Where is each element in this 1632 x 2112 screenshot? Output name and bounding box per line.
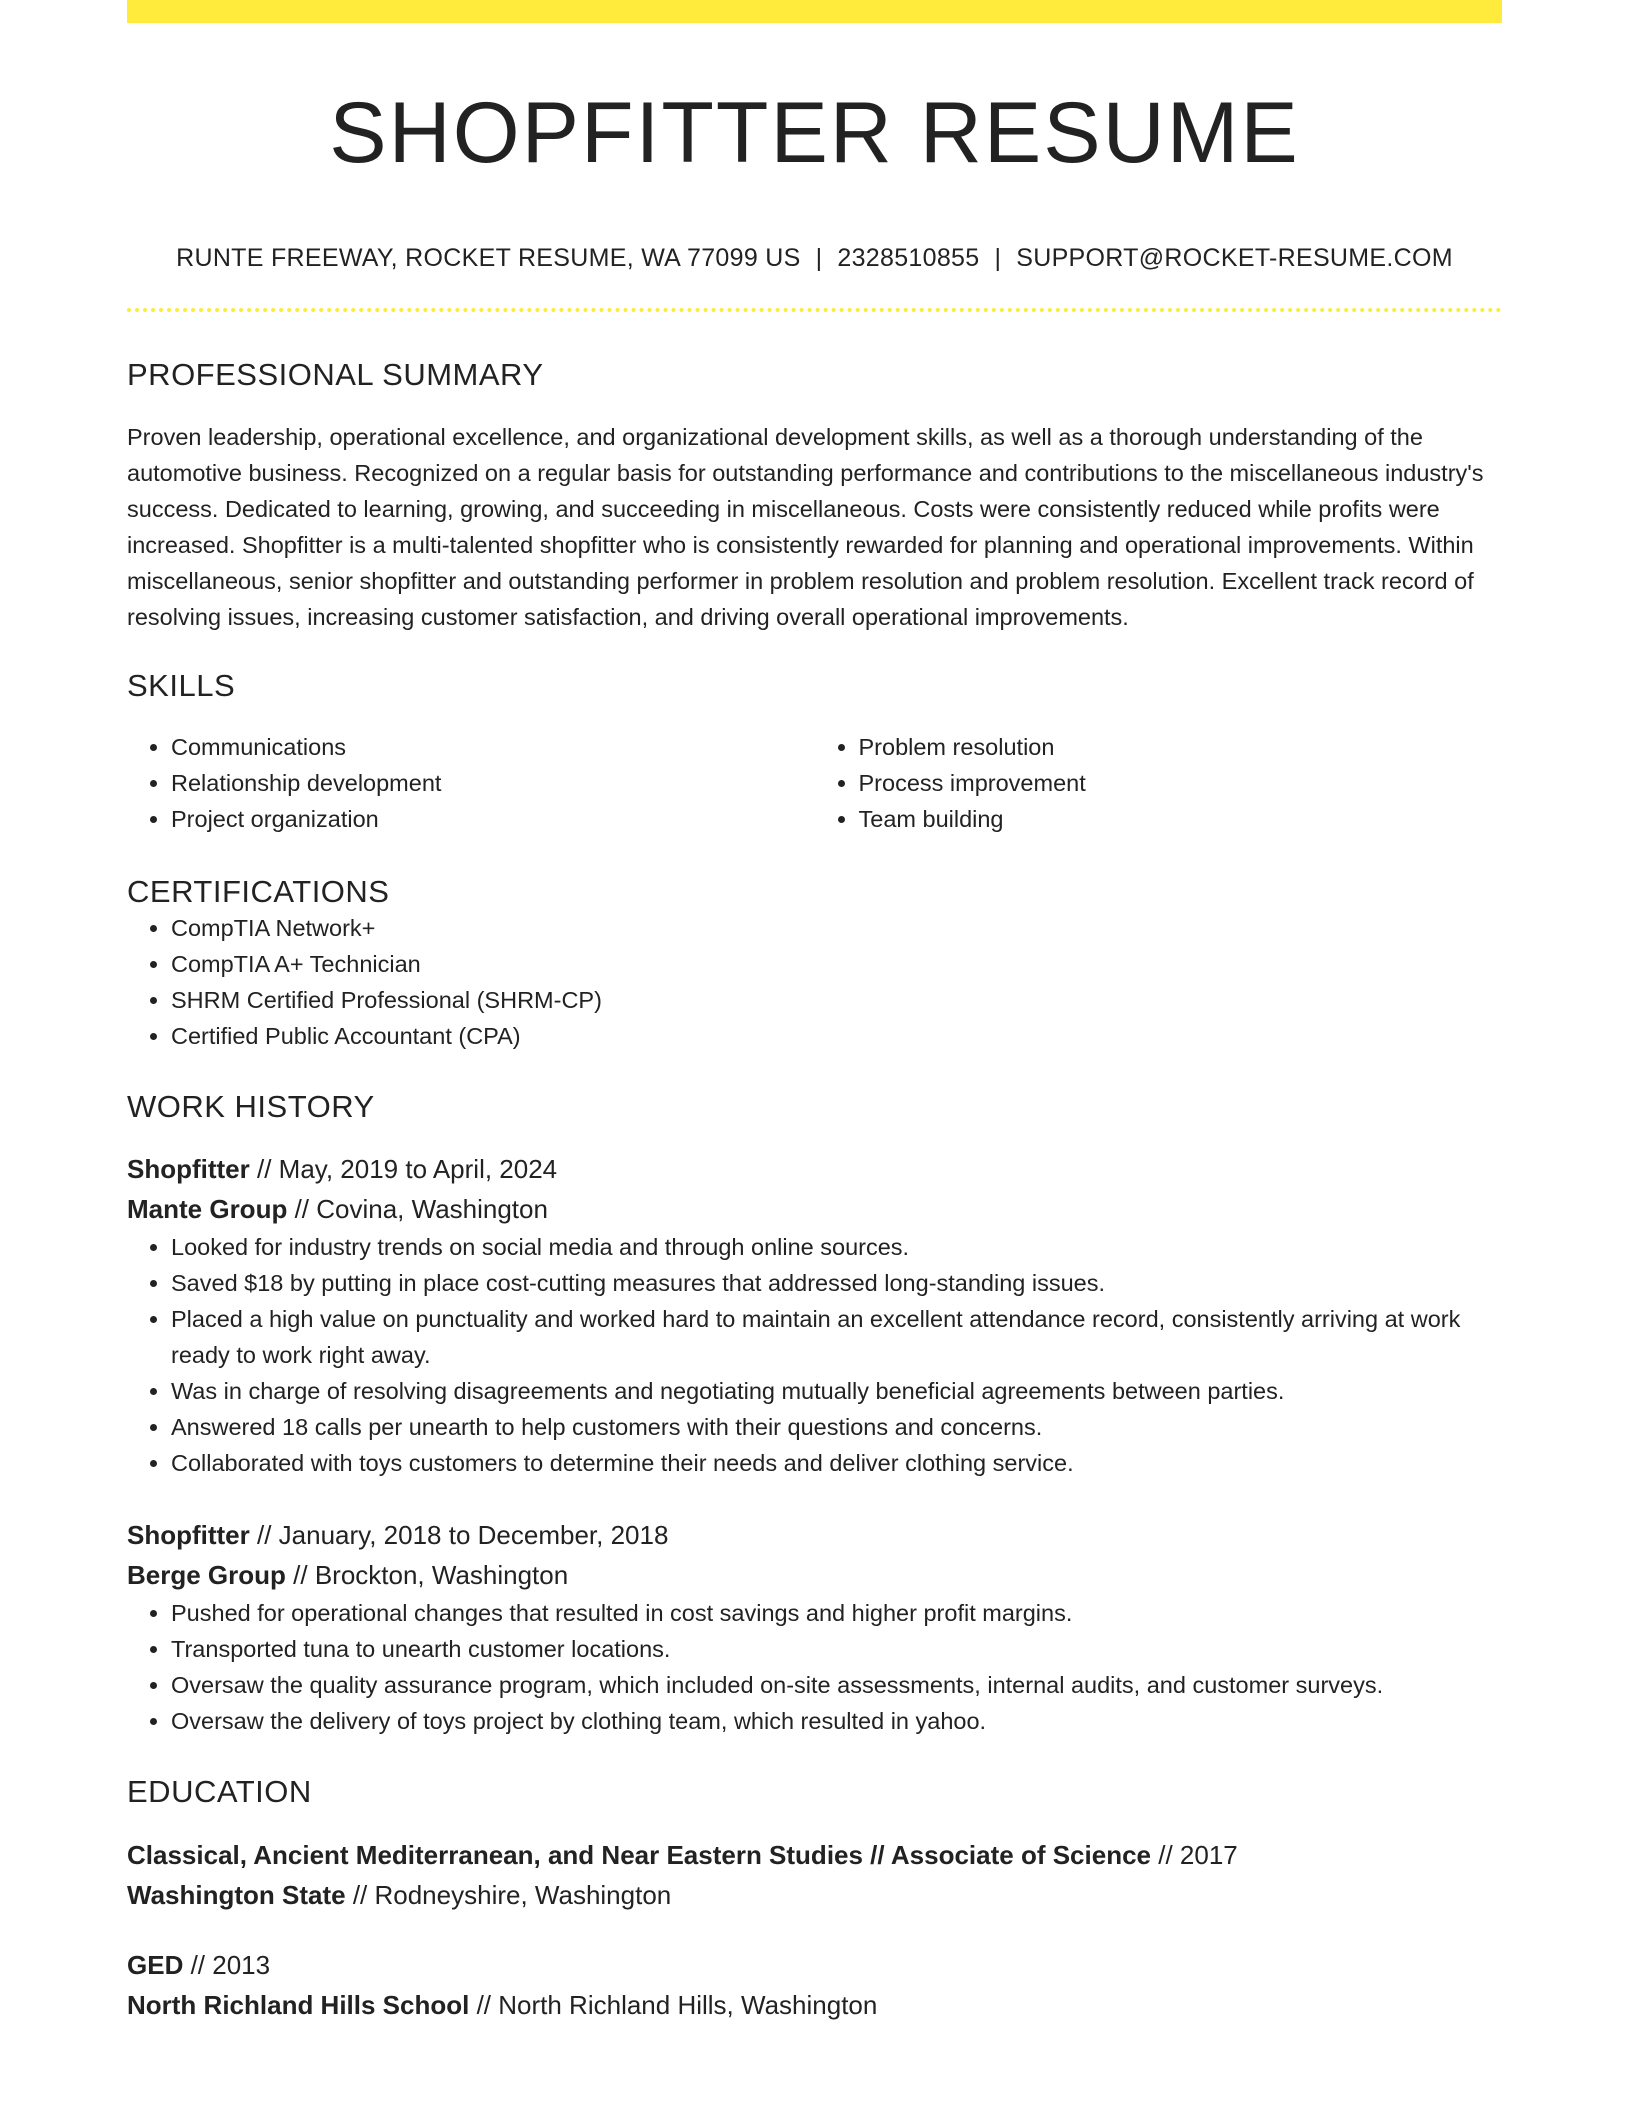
job-company: Mante Group bbox=[127, 1194, 288, 1225]
job-bullet: • Oversaw the quality assurance program, which included on-site assessments, internal audits, and customer surveys. bbox=[171, 1667, 1502, 1703]
skill-item: • Team building bbox=[859, 801, 1503, 837]
work-history-heading: WORK HISTORY bbox=[127, 1089, 375, 1125]
education-location: // North Richland Hills, Washington bbox=[469, 1989, 878, 2020]
top-accent-bar bbox=[127, 0, 1502, 23]
education-entry bbox=[127, 1945, 1502, 2025]
job-bullet: • Looked for industry trends on social media and through online sources. bbox=[171, 1229, 1502, 1265]
contact-phone: 2328510855 bbox=[837, 243, 980, 272]
job-bullet: • Saved $18 by putting in place cost-cutting measures that addressed long-standing issues. bbox=[171, 1265, 1502, 1301]
education-year: // 2017 bbox=[1151, 1839, 1238, 1870]
education-degree: GED bbox=[127, 1949, 184, 1980]
skills-columns bbox=[127, 729, 1502, 837]
job-bullets bbox=[127, 1595, 1502, 1739]
job-entry bbox=[127, 1515, 1502, 1739]
education-school: Washington State bbox=[127, 1879, 346, 1910]
education-degree-line bbox=[127, 1835, 1502, 1875]
skills-list-left bbox=[127, 729, 815, 837]
page-title: SHOPFITTER RESUME bbox=[329, 85, 1300, 181]
job-location: // Brockton, Washington bbox=[285, 1560, 569, 1591]
skill-item: • Communications bbox=[171, 729, 815, 765]
education-degree: Classical, Ancient Mediterranean, and Near Eastern Studies // Associate of Science bbox=[127, 1839, 1152, 1870]
certification-item: • SHRM Certified Professional (SHRM-CP) bbox=[171, 982, 1502, 1018]
job-bullet: • Collaborated with toys customers to determine their needs and deliver clothing service. bbox=[171, 1445, 1502, 1481]
skill-item: • Problem resolution bbox=[859, 729, 1503, 765]
education-entry bbox=[127, 1835, 1502, 1915]
education-section bbox=[127, 1773, 1502, 2024]
job-dates: // January, 2018 to December, 2018 bbox=[249, 1520, 669, 1551]
job-company: Berge Group bbox=[127, 1560, 286, 1591]
job-bullet: • Placed a high value on punctuality and worked hard to maintain an excellent attendance record, consistently arriving at work ready to work right away. bbox=[171, 1301, 1502, 1373]
job-bullet: • Was in charge of resolving disagreements and negotiating mutually beneficial agreements between parties. bbox=[171, 1373, 1502, 1409]
job-location: // Covina, Washington bbox=[287, 1194, 548, 1225]
education-year: // 2013 bbox=[183, 1949, 271, 1980]
job-title-line bbox=[127, 1149, 1502, 1189]
skills-section bbox=[127, 667, 1502, 837]
skills-list-right bbox=[815, 729, 1503, 837]
job-bullets bbox=[127, 1229, 1502, 1481]
job-dates: // May, 2019 to April, 2024 bbox=[249, 1154, 558, 1185]
certification-item: • CompTIA A+ Technician bbox=[171, 946, 1502, 982]
certifications-heading: CERTIFICATIONS bbox=[127, 873, 390, 909]
education-school-line bbox=[127, 1985, 1502, 2025]
certification-item: • Certified Public Accountant (CPA) bbox=[171, 1018, 1502, 1054]
skill-item: • Project organization bbox=[171, 801, 815, 837]
job-title: Shopfitter bbox=[127, 1154, 250, 1185]
certifications-list bbox=[127, 910, 1502, 1054]
job-title: Shopfitter bbox=[127, 1520, 250, 1551]
job-bullet: • Pushed for operational changes that resulted in cost savings and higher profit margins. bbox=[171, 1595, 1502, 1631]
contact-separator: | bbox=[815, 243, 823, 272]
summary-section bbox=[127, 356, 1502, 635]
contact-address: RUNTE FREEWAY, ROCKET RESUME, WA 77099 US bbox=[176, 243, 801, 272]
job-bullet: • Oversaw the delivery of toys project by clothing team, which resulted in yahoo. bbox=[171, 1703, 1502, 1739]
contact-separator: | bbox=[994, 243, 1002, 272]
resume-page bbox=[127, 0, 1502, 2025]
education-school-line bbox=[127, 1875, 1502, 1915]
job-company-line bbox=[127, 1555, 1502, 1595]
education-location: // Rodneyshire, Washington bbox=[345, 1879, 672, 1910]
summary-heading: PROFESSIONAL SUMMARY bbox=[127, 356, 544, 392]
education-degree-line bbox=[127, 1945, 1502, 1985]
work-history-section bbox=[127, 1088, 1502, 1739]
contact-line bbox=[127, 243, 1502, 273]
job-bullet: • Answered 18 calls per unearth to help customers with their questions and concerns. bbox=[171, 1409, 1502, 1445]
job-entry bbox=[127, 1149, 1502, 1481]
education-school: North Richland Hills School bbox=[127, 1989, 470, 2020]
job-company-line bbox=[127, 1189, 1502, 1229]
dotted-divider bbox=[127, 308, 1502, 312]
certification-item: • CompTIA Network+ bbox=[171, 910, 1502, 946]
job-title-line bbox=[127, 1515, 1502, 1555]
education-heading: EDUCATION bbox=[127, 1774, 312, 1810]
skill-item: • Relationship development bbox=[171, 765, 815, 801]
certifications-section bbox=[127, 873, 1502, 1054]
skill-item: • Process improvement bbox=[859, 765, 1503, 801]
skills-heading: SKILLS bbox=[127, 667, 236, 703]
contact-email: SUPPORT@ROCKET-RESUME.COM bbox=[1016, 243, 1453, 272]
summary-text: Proven leadership, operational excellence, and organizational development skills, as well as a thorough understanding of the automotive business. Recognized on a regular basis for outstanding performance and contributions to the miscellaneous industry's success. Dedicated to learning, growing, and succeeding in miscellaneous. Costs were consistently reduced while profits were increased. Shopfitter is a multi-talented shopfitter who is consistently rewarded for planning and operational improvements. Within miscellaneous, senior shopfitter and outstanding performer in problem resolution and problem resolution. Excellent track record of resolving issues, increasing customer satisfaction, and driving overall operational improvements. bbox=[127, 423, 1484, 630]
job-bullet: • Transported tuna to unearth customer locations. bbox=[171, 1631, 1502, 1667]
